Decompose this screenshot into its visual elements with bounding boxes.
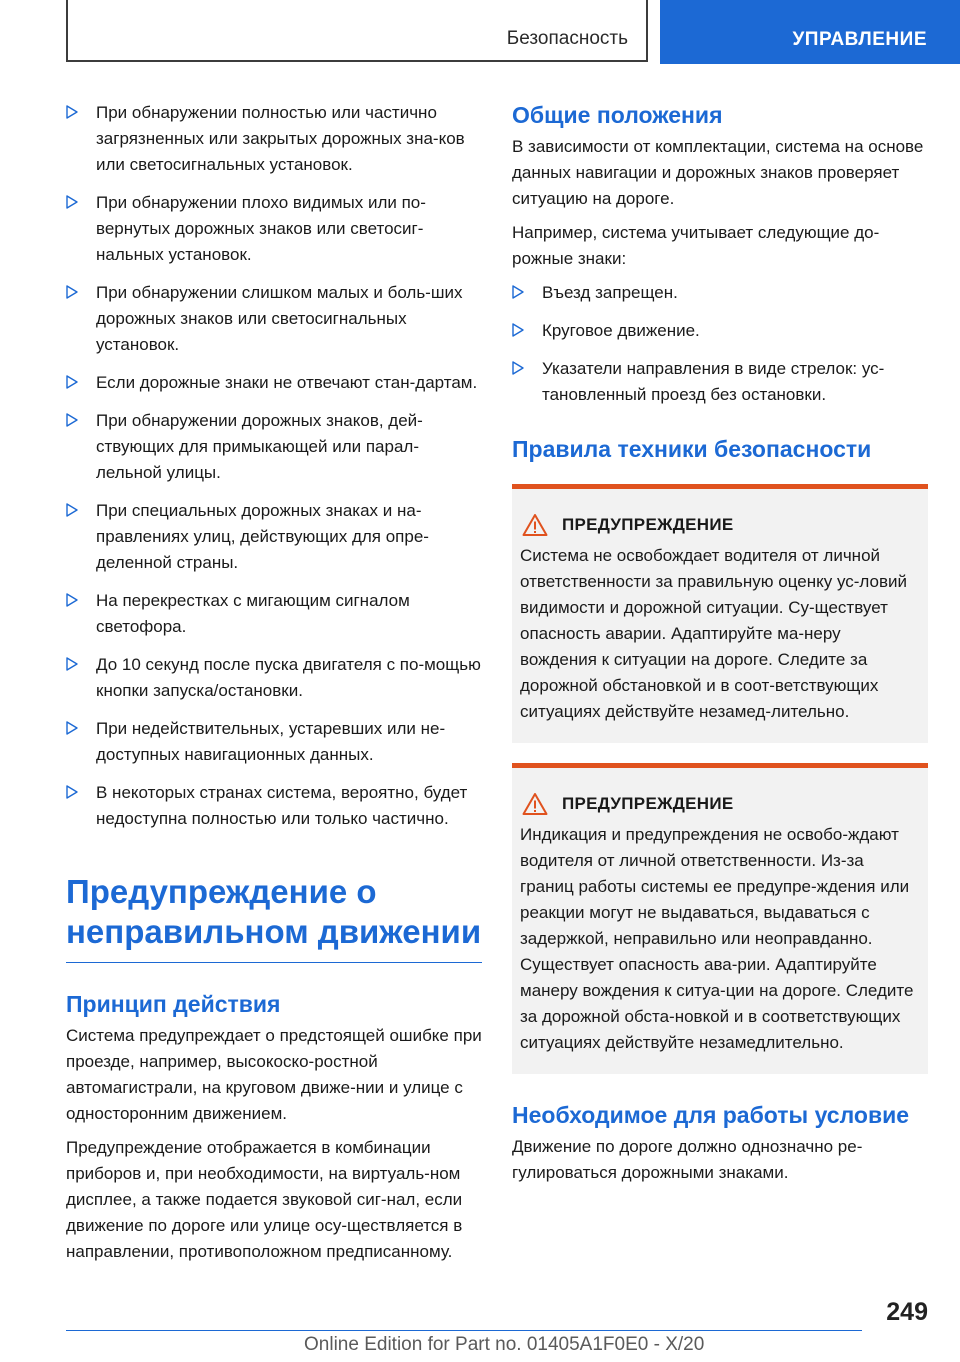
bullet-triangle-icon bbox=[66, 593, 78, 607]
warning-header bbox=[520, 513, 920, 537]
list-item-text: При обнаружении дорожных знаков, дей-ствующих для примыкающей или парал-лельной улицы. bbox=[96, 411, 423, 482]
list-item-text: Круговое движение. bbox=[542, 321, 700, 340]
list-item-text: Въезд запрещен. bbox=[542, 283, 678, 302]
warning-text: Индикация и предупреждения не освобо-ждают водителя от личной ответственности. Из-за границ работы системы ее предупре-ждения или реакции могут не выдаваться, выдаваться с задержкой, неправильно или неоправданно. Существует опасность ава-рии. Адаптируйте манеру вождения к ситуа-ции на дороге. Следите за дорожной обста-новкой и в соответствующих ситуациях действуйте незамедлительно. bbox=[520, 825, 914, 1052]
right-column bbox=[512, 100, 928, 1194]
list-item bbox=[66, 190, 482, 268]
left-column bbox=[66, 100, 482, 1273]
list-item-text: В некоторых странах система, вероятно, будет недоступна полностью или только частично. bbox=[96, 783, 468, 828]
main-heading: Предупреждение о неправильном движении bbox=[66, 872, 482, 963]
list-item bbox=[66, 498, 482, 576]
bullet-triangle-icon bbox=[66, 785, 78, 799]
list-item-text: При обнаружении слишком малых и боль-ших дорожных знаков или светосигнальных установок. bbox=[96, 283, 463, 354]
warning-title: ПРЕДУПРЕЖДЕНИЕ bbox=[562, 794, 734, 813]
list-item bbox=[66, 280, 482, 358]
safety-heading: Правила техники безопасности bbox=[512, 436, 872, 462]
bullet-triangle-icon bbox=[66, 375, 78, 389]
principle-paragraph: Предупреждение отображается в комбинации приборов и, при необходимости, на виртуаль-ном дисплее, а также подается звуковой сиг-нал, если движение по дороге или улице осу-ществляется в направлении, противоположном предписанному. bbox=[66, 1138, 463, 1261]
bullet-triangle-icon bbox=[512, 361, 524, 375]
footer-divider bbox=[66, 1330, 862, 1331]
principle-heading: Принцип действия bbox=[66, 991, 281, 1017]
restriction-list bbox=[66, 100, 482, 832]
bullet-triangle-icon bbox=[66, 657, 78, 671]
bullet-triangle-icon bbox=[66, 721, 78, 735]
warning-text: Система не освобождает водителя от личной ответственности за правильную оценку ус-ловий видимости и дорожной ситуации. Су-ществует опасность аварии. Адаптируйте ма-неру вождения к ситуации на дороге. Следите за дорожной обстановкой и в соот-ветствующих ситуациях действуйте незамед-лительно. bbox=[520, 546, 908, 721]
warning-box bbox=[512, 484, 928, 743]
warning-triangle-icon bbox=[522, 792, 548, 816]
requirements-paragraph: Движение по дороге должно однозначно ре-гулироваться дорожными знаками. bbox=[512, 1137, 863, 1182]
bullet-triangle-icon bbox=[512, 285, 524, 299]
list-item-text: При специальных дорожных знаках и на-правлениях улиц, действующих для опре-деленной страны. bbox=[96, 501, 429, 572]
chapter-tab-label: УПРАВЛЕНИЕ bbox=[792, 29, 927, 50]
general-paragraph: Например, система учитывает следующие до-рожные знаки: bbox=[512, 223, 880, 268]
list-item bbox=[66, 588, 482, 640]
list-item bbox=[512, 318, 928, 344]
warning-triangle-icon bbox=[522, 513, 548, 537]
list-item bbox=[512, 280, 928, 306]
requirements-heading: Необходимое для работы условие bbox=[512, 1102, 910, 1128]
list-item-text: До 10 секунд после пуска двигателя с по-мощью кнопки запуска/остановки. bbox=[96, 655, 481, 700]
page-number: 249 bbox=[886, 1298, 928, 1326]
chapter-tab[interactable] bbox=[660, 0, 960, 64]
page-header bbox=[0, 0, 960, 64]
list-item bbox=[66, 652, 482, 704]
general-heading: Общие положения bbox=[512, 102, 723, 128]
list-item-text: При обнаружении полностью или частично загрязненных или закрытых дорожных зна-ков или светосигнальных установок. bbox=[96, 103, 465, 174]
list-item-text: Если дорожные знаки не отвечают стан-дартам. bbox=[96, 373, 478, 392]
list-item bbox=[66, 100, 482, 178]
list-item-text: Указатели направления в виде стрелок: ус-тановленный проезд без остановки. bbox=[542, 359, 885, 404]
warning-header bbox=[520, 792, 920, 816]
bullet-triangle-icon bbox=[66, 105, 78, 119]
bullet-triangle-icon bbox=[66, 413, 78, 427]
list-item bbox=[66, 408, 482, 486]
list-item-text: На перекрестках с мигающим сигналом светофора. bbox=[96, 591, 410, 636]
list-item-text: При недействительных, устаревших или не-доступных навигационных данных. bbox=[96, 719, 446, 764]
header-section-box bbox=[66, 0, 648, 62]
bullet-triangle-icon bbox=[66, 195, 78, 209]
list-item bbox=[512, 356, 928, 408]
bullet-triangle-icon bbox=[512, 323, 524, 337]
bullet-triangle-icon bbox=[66, 503, 78, 517]
general-paragraph: В зависимости от комплектации, система на основе данных навигации и дорожных знаков проверяет ситуацию на дороге. bbox=[512, 137, 924, 208]
list-item bbox=[66, 370, 482, 396]
bullet-triangle-icon bbox=[66, 285, 78, 299]
warning-title: ПРЕДУПРЕЖДЕНИЕ bbox=[562, 515, 734, 534]
sign-list bbox=[512, 280, 928, 408]
list-item bbox=[66, 716, 482, 768]
page-footer bbox=[0, 1290, 960, 1362]
section-title: Безопасность bbox=[506, 28, 628, 49]
list-item-text: При обнаружении плохо видимых или по-вернутых дорожных знаков или светосиг-нальных установок. bbox=[96, 193, 426, 264]
warning-box bbox=[512, 763, 928, 1074]
principle-paragraph: Система предупреждает о предстоящей ошибке при проезде, например, высокоско-ростной автомагистрали, на круговом движе-нии и улице с односторонним движением. bbox=[66, 1026, 482, 1123]
edition-text: Online Edition for Part no. 01405A1F0E0 - X/20 bbox=[304, 1334, 705, 1355]
list-item bbox=[66, 780, 482, 832]
